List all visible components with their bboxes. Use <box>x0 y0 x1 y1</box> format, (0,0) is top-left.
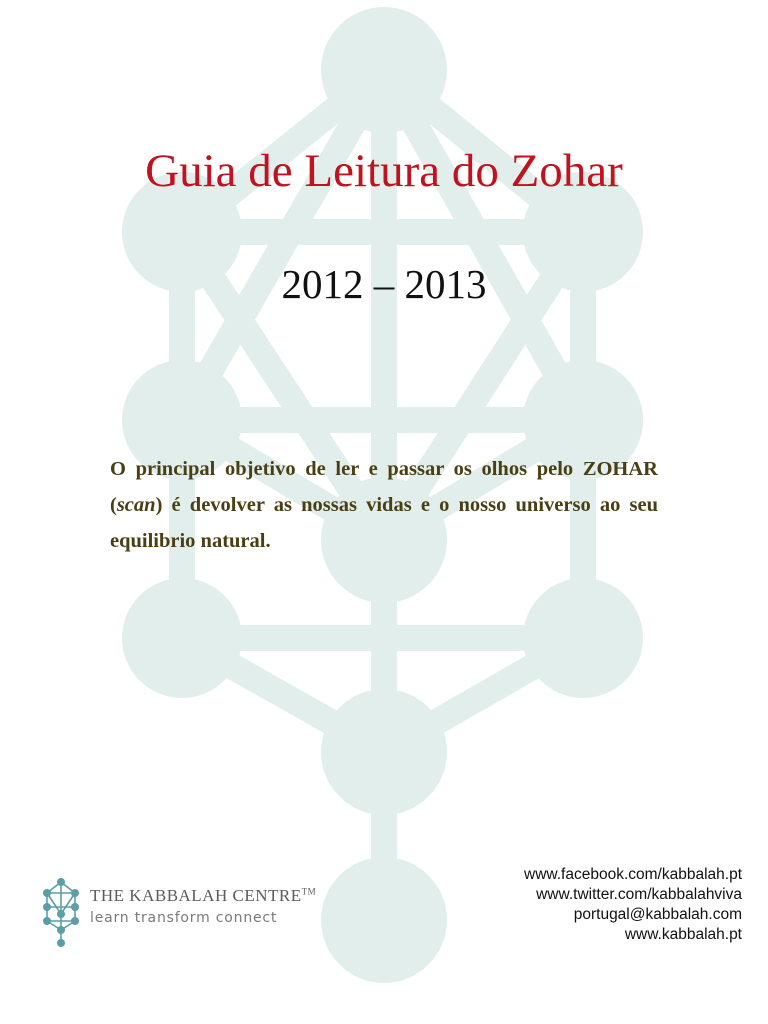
tree-of-life-icon <box>38 876 84 948</box>
twitter-link[interactable]: www.twitter.com/kabbalahviva <box>536 886 742 903</box>
page-title: Guia de Leitura do Zohar <box>145 145 623 197</box>
website-link[interactable]: www.kabbalah.pt <box>624 926 742 943</box>
email-link[interactable]: portugal@kabbalah.com <box>573 906 742 923</box>
intro-text-start: O principal objetivo de ler e passar os olhos pelo ZOHAR ( <box>110 457 658 516</box>
trademark-symbol: TM <box>301 886 317 897</box>
intro-paragraph <box>110 451 658 559</box>
kabbalah-centre-logo <box>38 872 328 952</box>
intro-emphasis: scan <box>116 493 156 516</box>
logo-tagline: learn transform connect <box>90 910 278 926</box>
year-range: 2012 – 2013 <box>281 261 487 307</box>
intro-text-end: ) é devolver as nossas vidas e o nosso universo ao seu equilibrio natural. <box>110 493 658 552</box>
logo-name <box>90 886 316 906</box>
contact-links <box>524 865 742 945</box>
facebook-link[interactable]: www.facebook.com/kabbalah.pt <box>524 866 742 883</box>
logo-name-text: THE KABBALAH CENTRE <box>90 886 302 905</box>
